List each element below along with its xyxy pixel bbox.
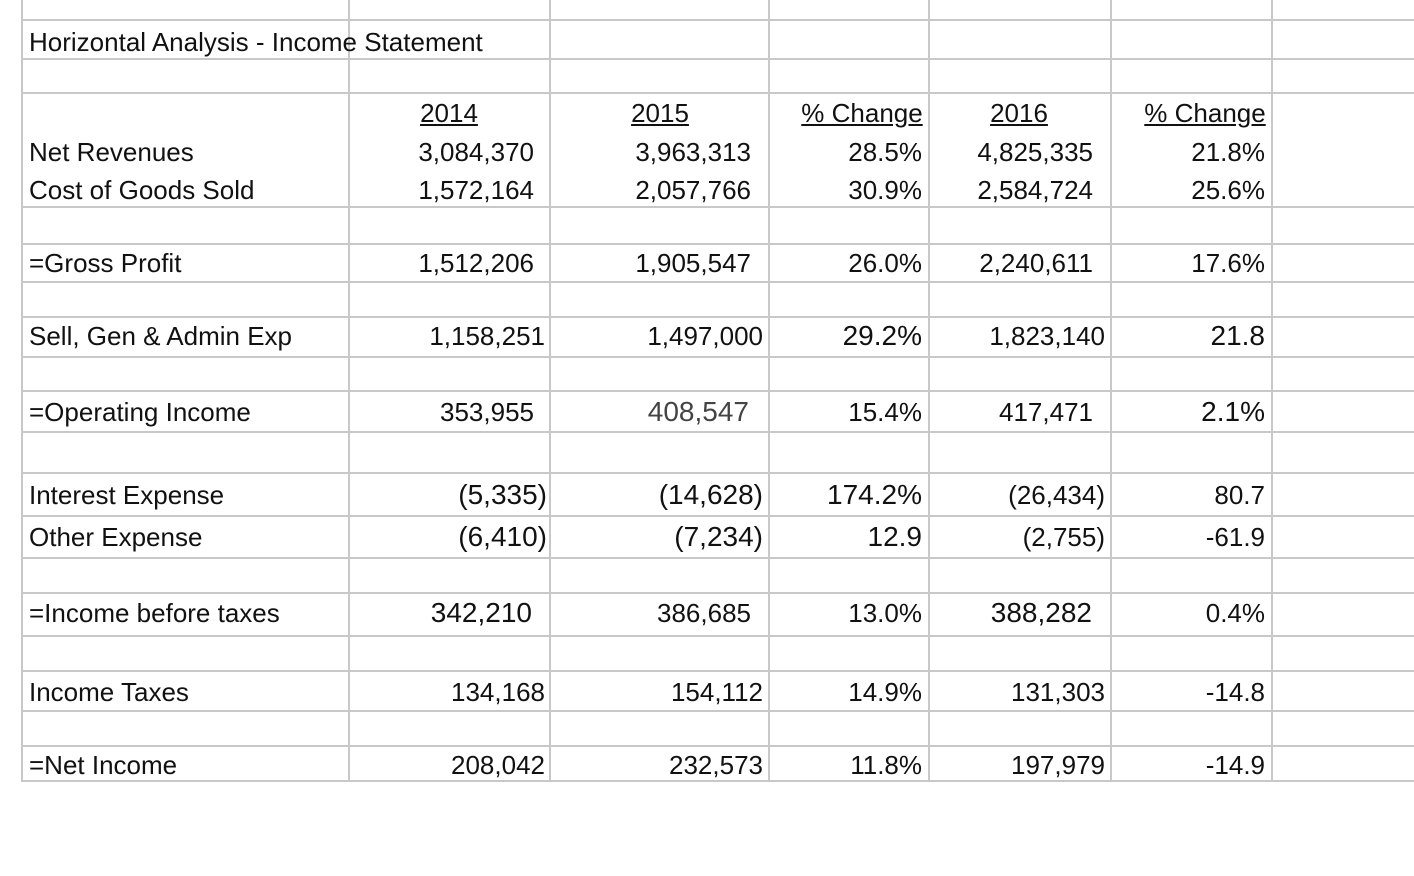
cell-2015: 408,547: [647, 396, 749, 427]
row-divider: [22, 281, 1414, 283]
row-label: Cost of Goods Sold: [29, 175, 255, 205]
header-2016: 2016: [990, 98, 1048, 128]
cell-2016: 131,303: [1011, 677, 1105, 707]
cell-change-2016: -14.8: [1205, 677, 1265, 707]
cell-change-2015: 29.2%: [842, 320, 922, 351]
cell-change-2015: 26.0%: [848, 248, 922, 278]
cell-change-2016: 80.7: [1214, 480, 1265, 510]
cell-change-2016: 21.8: [1210, 320, 1265, 351]
cell-2014: 353,955: [440, 397, 534, 427]
row-divider: [22, 472, 1414, 474]
cell-2016: 4,825,335: [977, 137, 1093, 167]
row-divider: [22, 515, 1414, 517]
cell-2014: 1,158,251: [429, 321, 545, 351]
cell-2015: (14,628): [658, 479, 763, 510]
cell-change-2016: -14.9: [1205, 750, 1265, 780]
row-divider: [22, 557, 1414, 559]
cell-change-2015: 11.8%: [850, 750, 922, 780]
cell-2015: 1,497,000: [647, 321, 763, 351]
row-divider: [22, 316, 1414, 318]
row-divider: [22, 390, 1414, 392]
header-change-2015: % Change: [801, 98, 923, 128]
cell-change-2016: 2.1%: [1201, 396, 1265, 427]
row-label: =Net Income: [29, 750, 178, 780]
cell-2015: 154,112: [670, 677, 763, 707]
cell-2014: 208,042: [451, 750, 545, 780]
row-divider: [22, 206, 1414, 208]
row-divider: [22, 745, 1414, 747]
row-divider: [22, 92, 1414, 94]
header-change-2016: % Change: [1144, 98, 1266, 128]
row-divider: [22, 58, 1414, 60]
cell-2015: 232,573: [669, 750, 763, 780]
cell-2015: 1,905,547: [635, 248, 751, 278]
cell-2016: 2,240,611: [979, 248, 1093, 278]
row-label: =Gross Profit: [29, 248, 182, 278]
cell-change-2016: -61.9: [1205, 522, 1265, 552]
header-2014: 2014: [420, 98, 478, 128]
cell-2016: 197,979: [1011, 750, 1105, 780]
cell-change-2015: 13.0%: [848, 598, 922, 628]
cell-2016: 1,823,140: [989, 321, 1105, 351]
row-divider: [22, 780, 1414, 782]
row-divider: [22, 710, 1414, 712]
cell-2014: 342,210: [430, 597, 532, 628]
cell-2015: 386,685: [657, 598, 751, 628]
cell-2015: 3,963,313: [635, 137, 751, 167]
row-label: =Income before taxes: [29, 598, 280, 628]
row-divider: [22, 243, 1414, 245]
cell-2014: (6,410): [458, 521, 547, 552]
cell-change-2016: 17.6%: [1191, 248, 1265, 278]
header-2015: 2015: [631, 98, 689, 128]
row-divider: [22, 356, 1414, 358]
cell-change-2015: 15.4%: [848, 397, 922, 427]
row-divider: [22, 670, 1414, 672]
cell-2015: 2,057,766: [635, 175, 751, 205]
row-divider: [22, 19, 1414, 21]
cell-2015: (7,234): [674, 521, 763, 552]
cell-change-2015: 14.9%: [848, 677, 922, 707]
cell-change-2016: 21.8%: [1191, 137, 1265, 167]
row-label: Sell, Gen & Admin Exp: [29, 321, 293, 351]
cell-2014: 1,572,164: [418, 175, 534, 205]
cell-2014: (5,335): [458, 479, 547, 510]
cell-2016: (2,755): [1022, 522, 1105, 552]
cell-change-2015: 12.9: [867, 521, 922, 552]
row-divider: [22, 635, 1414, 637]
cell-change-2015: 28.5%: [848, 137, 922, 167]
row-divider: [22, 431, 1414, 433]
sheet-title: Horizontal Analysis - Income Statement: [29, 27, 483, 57]
cell-2014: 3,084,370: [418, 137, 534, 167]
row-label: Interest Expense: [29, 480, 225, 510]
row-divider: [22, 592, 1414, 594]
row-label: =Operating Income: [29, 397, 251, 427]
cell-2014: 1,512,206: [418, 248, 534, 278]
row-label: Income Taxes: [29, 677, 189, 707]
row-label: Other Expense: [29, 522, 203, 552]
cell-change-2015: 30.9%: [848, 175, 922, 205]
cell-2016: 417,471: [999, 397, 1093, 427]
cell-2016: 388,282: [990, 597, 1092, 628]
cell-change-2016: 0.4%: [1205, 598, 1265, 628]
row-label: Net Revenues: [29, 137, 194, 167]
cell-2014: 134,168: [451, 677, 545, 707]
cell-2016: (26,434): [1008, 480, 1105, 510]
cell-change-2015: 174.2%: [827, 479, 922, 510]
cell-2016: 2,584,724: [977, 175, 1093, 205]
cell-change-2016: 25.6%: [1191, 175, 1265, 205]
